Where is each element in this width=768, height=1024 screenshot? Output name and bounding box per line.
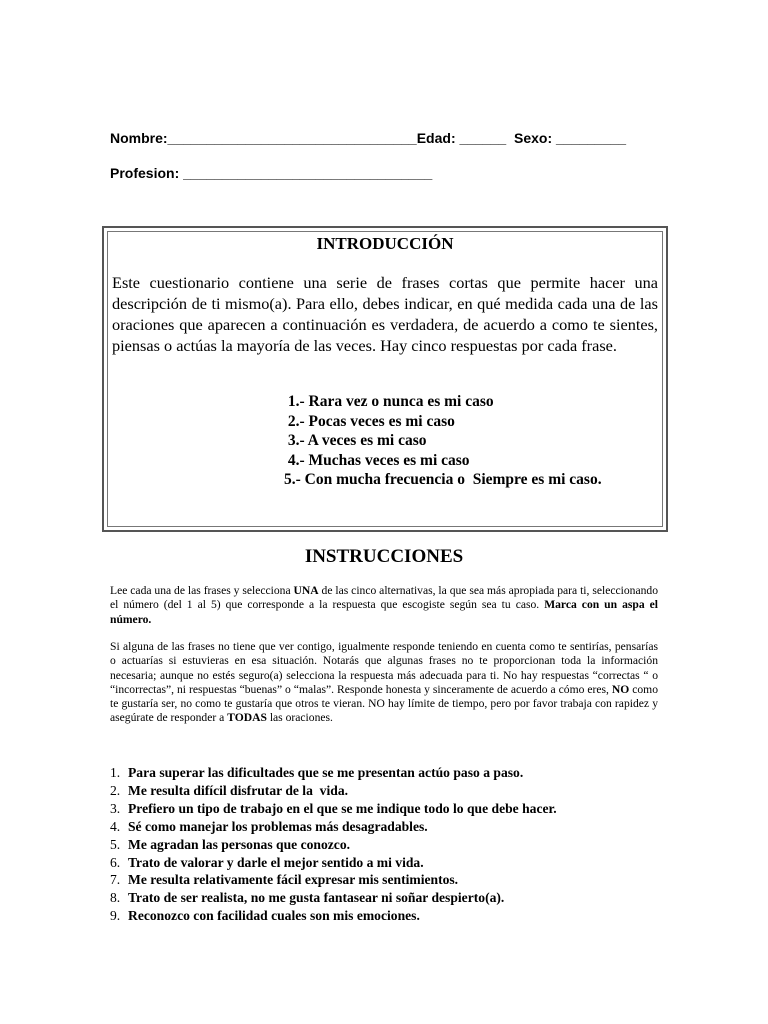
question-text: Me resulta difícil disfrutar de la vida.	[128, 782, 349, 798]
question-item	[110, 871, 557, 889]
question-text: Trato de valorar y darle el mejor sentido a mi vida.	[128, 854, 424, 870]
nombre-edad-sexo-line[interactable]: Nombre:________________________________Edad: ______ Sexo: _________	[110, 130, 627, 146]
question-number: 3.	[110, 800, 121, 816]
introduction-box	[102, 226, 668, 532]
question-number: 9.	[110, 908, 121, 924]
question-item	[110, 782, 557, 800]
answer-scale-options	[284, 392, 602, 490]
profesion-line[interactable]: Profesion: ________________________________	[110, 165, 433, 181]
option-3: 3.- A veces es mi caso	[284, 432, 427, 450]
instr-p1-una: UNA	[293, 584, 319, 597]
question-item	[110, 854, 557, 872]
question-number: 6.	[110, 854, 121, 870]
question-item	[110, 907, 557, 925]
question-item	[110, 889, 557, 907]
introduction-title: INTRODUCCIÓN	[316, 234, 454, 253]
question-text: Reconozco con facilidad cuales son mis emociones.	[128, 908, 420, 924]
instructions-paragraph-2	[110, 640, 658, 726]
question-text: Me agradan las personas que conozco.	[128, 836, 351, 852]
question-text: Para superar las dificultades que se me presentan actúo paso a paso.	[128, 765, 524, 780]
instr-p1-marca: Marca con un aspa el número.	[110, 598, 658, 626]
question-text: Trato de ser realista, no me gusta fantasear ni soñar despierto(a).	[128, 890, 505, 906]
question-number: 4.	[110, 818, 121, 834]
instr-p2-text-c: como te gustaría ser, no como te gustaría que otros te vieran. NO hay límite de tiempo, pero por favor trabaja con rapidez y asegúrate de responder a	[110, 682, 658, 725]
instr-p2-text-e: las oraciones.	[266, 711, 333, 725]
question-item	[110, 800, 557, 818]
option-5: 5.- Con mucha frecuencia o Siempre es mi caso.	[284, 471, 602, 489]
instructions-title: INSTRUCCIONES	[304, 546, 464, 567]
question-number: 1.	[110, 765, 121, 780]
instr-p1-text-c: de las cinco alternativas, la que sea más apropiada para ti, seleccionando el número (del 1 al 5) que corresponde a la respuesta que escogiste según sea tu caso.	[110, 584, 658, 612]
instructions-paragraph-1	[110, 584, 658, 627]
question-item	[110, 764, 557, 782]
introduction-paragraph: Este cuestionario contiene una serie de frases cortas que permite hacer una descripción de ti mismo(a). Para ello, debes indicar, en qué medida cada una de las oraciones que aparecen a continuación es verdadera, de acuerdo a como te sientes, piensas o actúas la mayoría de las veces. Hay cinco respuestas por cada frase.	[112, 273, 658, 355]
instr-p2-text-a: Si alguna de las frases no tiene que ver contigo, igualmente responde teniendo en cuenta como te sentirías, pensarías o actuarías si estuvieras en esa situación. Notarás que algunas frases no te proporcionan toda la información necesaria; aunque no estés seguro(a) selecciona la respuesta más adecuada para ti. No hay respuestas “correctas “ o “incorrectas”, ni respuestas “buenas” o “malas”. Responde honesta y sinceramente de acuerdo a cómo eres,	[110, 640, 658, 696]
question-list	[110, 764, 557, 925]
question-text: Prefiero un tipo de trabajo en el que se me indique todo lo que debe hacer.	[128, 800, 557, 816]
question-number: 8.	[110, 890, 121, 906]
option-4: 4.- Muchas veces es mi caso	[284, 451, 470, 469]
instr-p2-no: NO	[611, 682, 630, 696]
question-number: 5.	[110, 836, 121, 852]
question-text: Me resulta relativamente fácil expresar mis sentimientos.	[128, 872, 459, 888]
question-text: Sé como manejar los problemas más desagradables.	[128, 818, 428, 834]
instr-p2-todas: TODAS	[227, 711, 267, 725]
instr-p1-text-a: Lee cada una de las frases y selecciona	[110, 584, 294, 597]
question-number: 7.	[110, 872, 121, 888]
question-item	[110, 836, 557, 854]
question-number: 2.	[110, 782, 121, 798]
question-item	[110, 818, 557, 836]
option-2: 2.- Pocas veces es mi caso	[284, 412, 455, 430]
option-1: 1.- Rara vez o nunca es mi caso	[284, 393, 494, 410]
